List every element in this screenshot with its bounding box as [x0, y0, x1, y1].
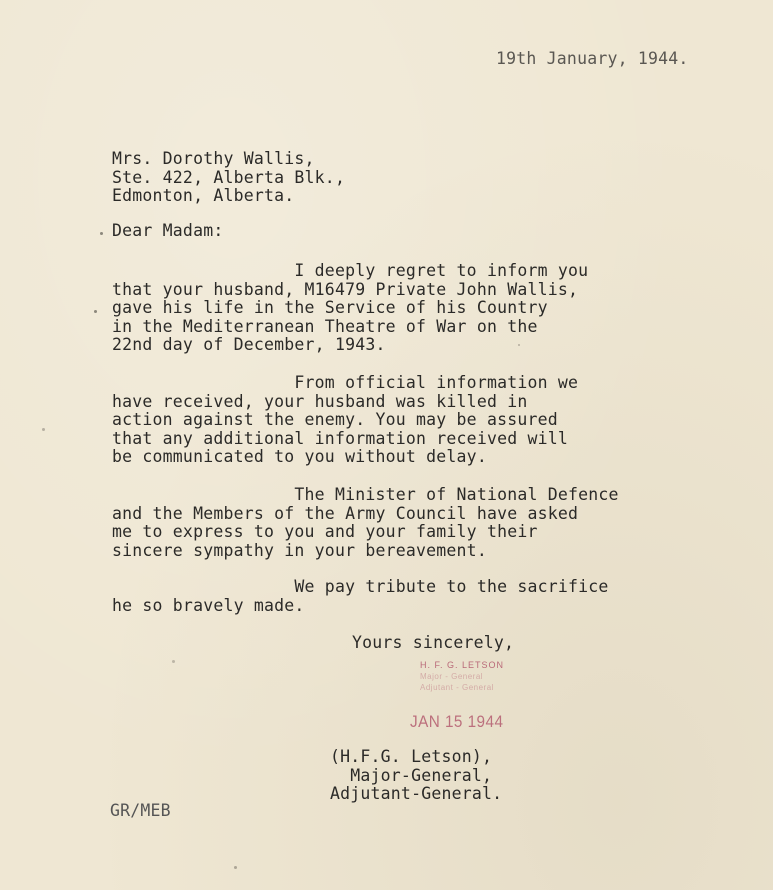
stamp-title: Adjutant - General: [420, 683, 494, 692]
paragraph-3: [112, 486, 619, 560]
paragraph-1: [112, 262, 588, 355]
paragraph-line: me to express to you and your family their: [112, 522, 538, 541]
paragraph-line: be communicated to you without delay.: [112, 447, 487, 466]
stamp-rank: Major - General: [420, 672, 484, 681]
paper-speck: [100, 232, 103, 235]
paper-speck: [172, 660, 175, 663]
paragraph-line: action against the enemy. You may be assured: [112, 410, 558, 429]
paper-speck: [42, 428, 45, 431]
paragraph-line: I deeply regret to inform you: [112, 261, 589, 280]
paragraph-line: 22nd day of December, 1943.: [112, 335, 386, 354]
paragraph-line: have received, your husband was killed in: [112, 391, 528, 411]
paragraph-line: gave his life in the Service of his Country: [112, 298, 548, 317]
address-line: Mrs. Dorothy Wallis,: [112, 149, 315, 168]
signature-line: Adjutant-General.: [330, 784, 503, 803]
address-line: Ste. 422, Alberta Blk.,: [112, 167, 346, 187]
address-line: Edmonton, Alberta.: [112, 186, 295, 205]
paper-speck: [234, 866, 237, 869]
paragraph-line: From official information we: [112, 373, 579, 392]
paragraph-4: [112, 578, 609, 615]
paragraph-line: We pay tribute to the sacrifice: [112, 577, 609, 596]
paragraph-line: that your husband, M16479 Private John Wallis,: [112, 279, 579, 299]
closing: Yours sincerely,: [352, 633, 515, 652]
signature-line: Major-General,: [330, 765, 493, 785]
paragraph-line: he so bravely made.: [112, 595, 305, 615]
signature-line: (H.F.G. Letson),: [330, 747, 493, 766]
paper-speck: [94, 310, 97, 313]
paragraph-line: and the Members of the Army Council have asked: [112, 503, 579, 523]
paper-speck: [518, 344, 520, 346]
reference-initials: GR/MEB: [110, 801, 171, 820]
paragraph-line: that any additional information received will: [112, 428, 569, 448]
paragraph-line: in the Mediterranean Theatre of War on the: [112, 316, 538, 336]
stamp-name: H. F. G. LETSON: [420, 660, 505, 670]
paragraph-2: [112, 374, 578, 467]
recipient-address: [112, 150, 345, 206]
salutation: Dear Madam:: [112, 221, 224, 240]
signature-block: [330, 748, 502, 804]
letter-date: 19th January, 1944.: [496, 49, 689, 68]
signature-stamp: [420, 660, 504, 693]
paragraph-line: The Minister of National Defence: [112, 485, 619, 504]
received-date-stamp: JAN 15 1944: [410, 712, 504, 731]
paragraph-line: sincere sympathy in your bereavement.: [112, 540, 487, 560]
